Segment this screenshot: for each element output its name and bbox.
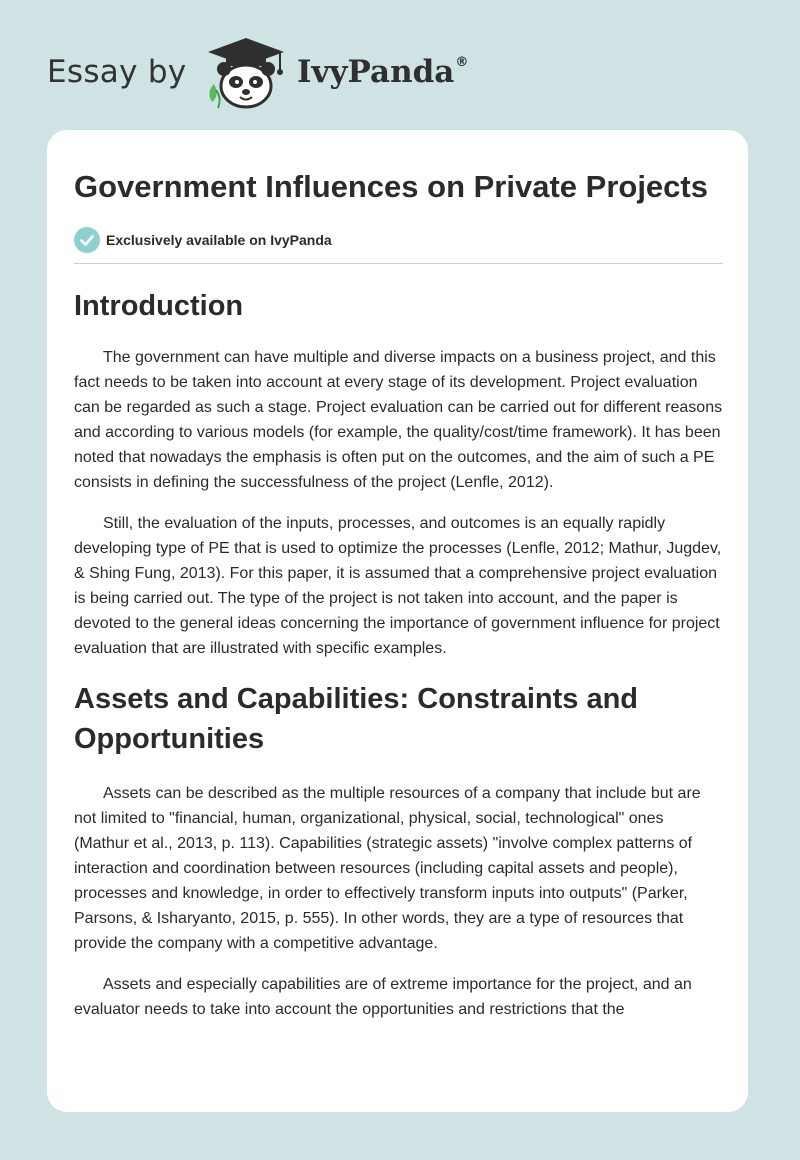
- section-heading-assets: Assets and Capabilities: Constraints and Opportunities: [74, 683, 639, 755]
- paragraph: Assets and especially capabilities are of extreme importance for the project, and an evaluator needs to take into account the opportunities and restrictions that the: [74, 976, 692, 1018]
- brand-logo-text[interactable]: IvyPanda®: [297, 54, 469, 90]
- panda-graduate-icon[interactable]: [202, 36, 290, 110]
- article-content: [74, 166, 723, 1022]
- article-title: Government Influences on Private Projects: [74, 169, 708, 204]
- title-divider: [74, 263, 723, 264]
- paragraph: Assets can be described as the multiple resources of a company that include but are not limited to "financial, human, organizational, physical, social, technological" ones (Mathur et al., 2013, p. 113). Capabilities (strategic assets) "involve complex patterns of interaction and coordination between resources (including capital assets and people), processes and knowledge, in order to effectively transform inputs into outputs" (Parker, Parsons, & Isharyanto, 2015, p. 555). In other words, they are a type of resources that provide the company with a competitive advantage.: [74, 785, 701, 952]
- article-card: [47, 130, 748, 1112]
- site-header: [47, 36, 507, 110]
- exclusive-badge: [74, 227, 723, 253]
- paragraph: The government can have multiple and diverse impacts on a business project, and this fact needs to be taken into account at every stage of its development. Project evaluation can be regarded as such a stage. Project evaluation can be carried out for different reasons and according to various models (for example, the quality/cost/time framework). It has been noted that nowadays the emphasis is often put on the outcomes, and the aim of such a PE consists in defining the successfulness of the project (Lenfle, 2012).: [74, 349, 723, 491]
- essay-by-label: Essay by: [47, 54, 187, 90]
- paragraph: Still, the evaluation of the inputs, processes, and outcomes is an equally rapidly developing type of PE that is used to optimize the processes (Lenfle, 2012; Mathur, Jugdev, & Shing Fung, 2013). For this paper, it is assumed that a comprehensive project evaluation is being carried out. The type of the project is not taken into account, and the paper is devoted to the general ideas concerning the importance of government influence for project evaluation that are illustrated with specific examples.: [74, 515, 722, 657]
- section-heading-introduction: Introduction: [74, 290, 244, 322]
- exclusive-label: Exclusively available on IvyPanda: [106, 232, 332, 248]
- check-circle-icon: [74, 227, 100, 253]
